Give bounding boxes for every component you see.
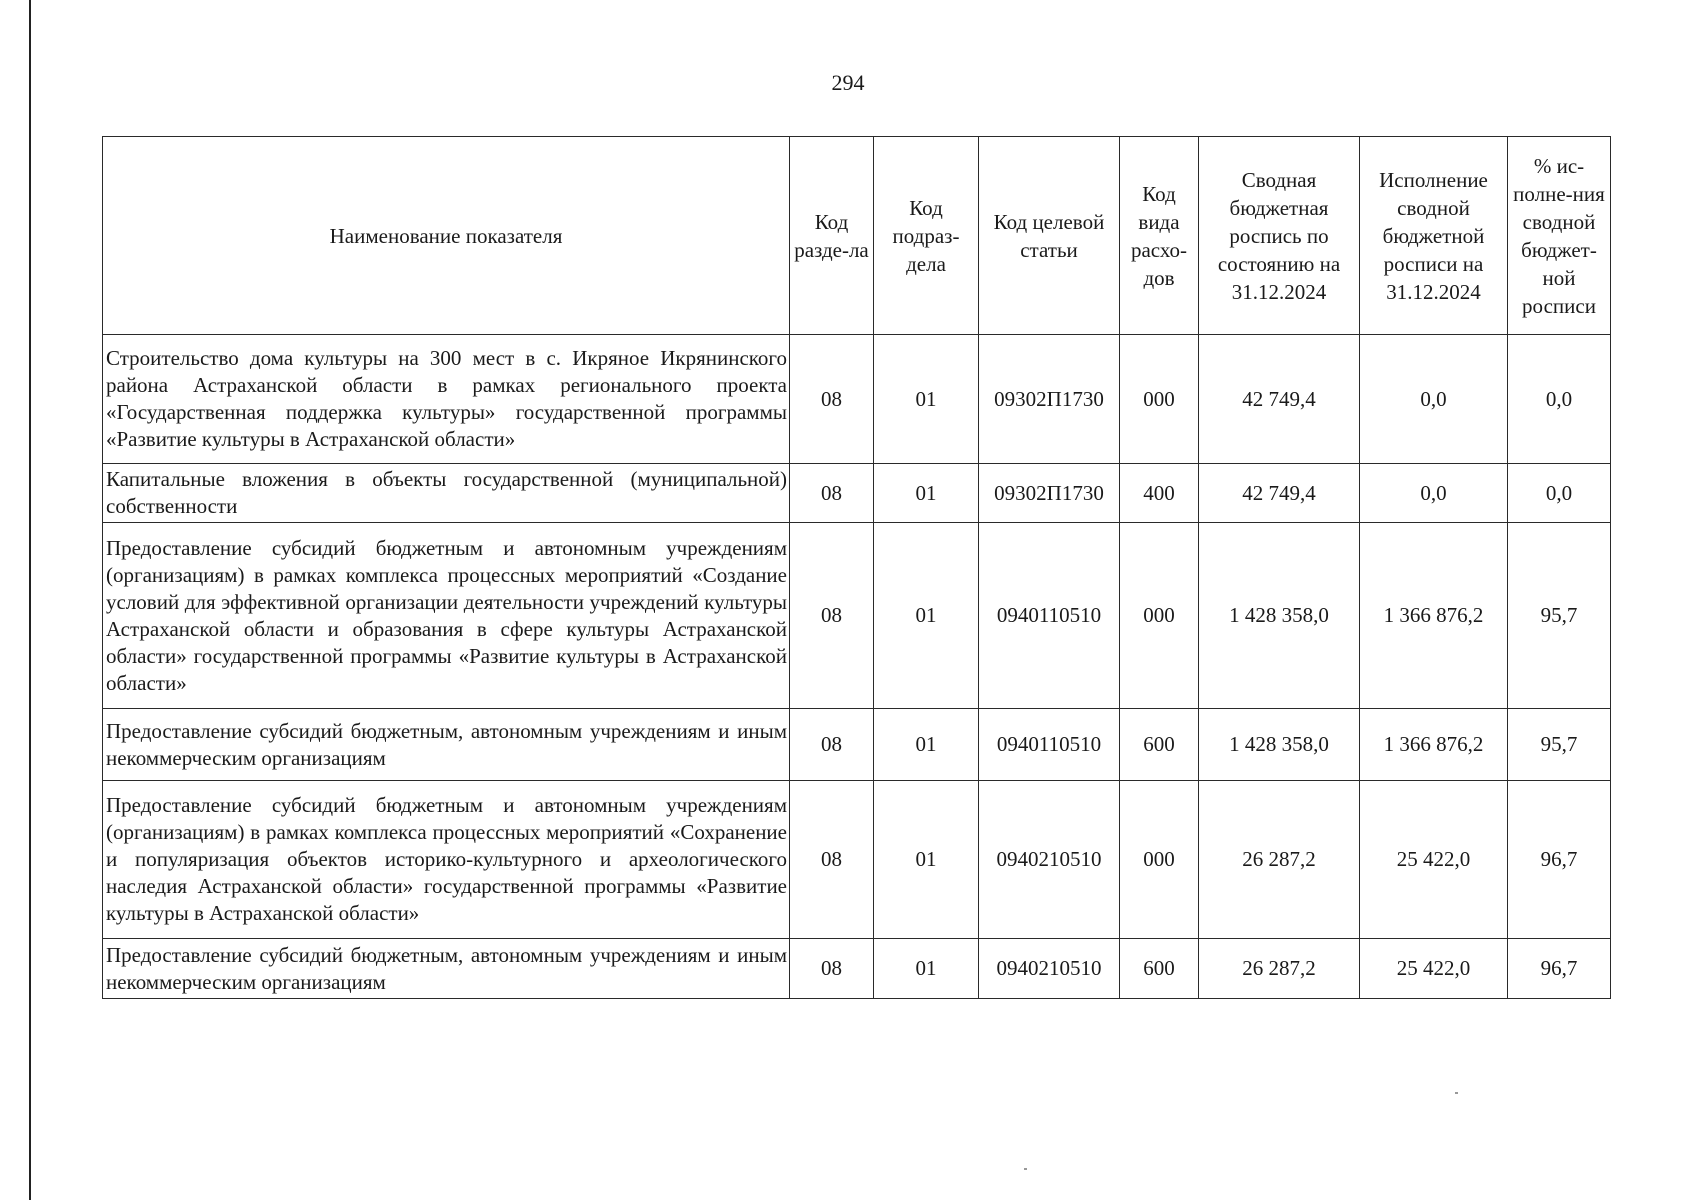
row-expense-type-code: 400 xyxy=(1120,464,1199,523)
row-execution-percent: 95,7 xyxy=(1508,709,1611,781)
row-budget-plan: 1 428 358,0 xyxy=(1199,523,1360,709)
row-subsection-code: 01 xyxy=(874,523,979,709)
row-budget-plan: 1 428 358,0 xyxy=(1199,709,1360,781)
row-budget-execution: 25 422,0 xyxy=(1360,781,1508,939)
row-budget-execution: 0,0 xyxy=(1360,464,1508,523)
row-target-code: 0940110510 xyxy=(979,523,1120,709)
row-section-code: 08 xyxy=(790,335,874,464)
binding-line xyxy=(29,0,31,1200)
row-expense-type-code: 000 xyxy=(1120,335,1199,464)
row-target-code: 0940210510 xyxy=(979,781,1120,939)
table-row xyxy=(103,781,1611,939)
header-budget-execution: Исполнение сводной бюджетной росписи на 31.12.2024 xyxy=(1360,137,1508,335)
row-execution-percent: 0,0 xyxy=(1508,335,1611,464)
row-budget-plan: 42 749,4 xyxy=(1199,335,1360,464)
row-section-code: 08 xyxy=(790,709,874,781)
row-expense-type-code: 600 xyxy=(1120,939,1199,999)
row-budget-plan: 42 749,4 xyxy=(1199,464,1360,523)
row-subsection-code: 01 xyxy=(874,781,979,939)
table-row xyxy=(103,464,1611,523)
header-execution-percent: % ис-полне-ния сводной бюджет-ной росписи xyxy=(1508,137,1611,335)
row-subsection-code: 01 xyxy=(874,335,979,464)
row-expense-type-code: 600 xyxy=(1120,709,1199,781)
header-budget-plan: Сводная бюджетная роспись по состоянию на 31.12.2024 xyxy=(1199,137,1360,335)
row-budget-execution: 25 422,0 xyxy=(1360,939,1508,999)
row-budget-execution: 0,0 xyxy=(1360,335,1508,464)
row-section-code: 08 xyxy=(790,939,874,999)
header-name: Наименование показателя xyxy=(103,137,790,335)
table-row xyxy=(103,523,1611,709)
table-row xyxy=(103,335,1611,464)
row-budget-execution: 1 366 876,2 xyxy=(1360,523,1508,709)
budget-table xyxy=(102,136,1611,999)
row-target-code: 0940110510 xyxy=(979,709,1120,781)
row-execution-percent: 96,7 xyxy=(1508,781,1611,939)
row-subsection-code: 01 xyxy=(874,709,979,781)
row-section-code: 08 xyxy=(790,781,874,939)
row-execution-percent: 96,7 xyxy=(1508,939,1611,999)
scan-speck xyxy=(1455,1092,1458,1094)
page-number: 294 xyxy=(831,70,865,95)
header-section-code: Код разде-ла xyxy=(790,137,874,335)
row-budget-execution: 1 366 876,2 xyxy=(1360,709,1508,781)
row-budget-plan: 26 287,2 xyxy=(1199,781,1360,939)
row-name: Предоставление субсидий бюджетным и автономным учреждениям (организациям) в рамках комплекса процессных мероприятий «Сохранение и популяризация объектов историко-культурного и археологического наследия Астраханской области» государственной программы «Развитие культуры в Астраханской области» xyxy=(103,781,790,939)
row-target-code: 09302П1730 xyxy=(979,335,1120,464)
row-name: Предоставление субсидий бюджетным и автономным учреждениям (организациям) в рамках комплекса процессных мероприятий «Создание условий для эффективной организации деятельности учреждений культуры Астраханской области и образования в сфере культуры Астраханской области» государственной программы «Развитие культуры в Астраханской области» xyxy=(103,523,790,709)
header-subsection-code: Код подраз-дела xyxy=(874,137,979,335)
header-expense-type-code: Код вида расхо-дов xyxy=(1120,137,1199,335)
header-target-code: Код целевой статьи xyxy=(979,137,1120,335)
row-subsection-code: 01 xyxy=(874,464,979,523)
row-name: Капитальные вложения в объекты государственной (муниципальной) собственности xyxy=(103,464,790,523)
row-execution-percent: 95,7 xyxy=(1508,523,1611,709)
table-row xyxy=(103,939,1611,999)
row-target-code: 0940210510 xyxy=(979,939,1120,999)
row-expense-type-code: 000 xyxy=(1120,781,1199,939)
table-row xyxy=(103,709,1611,781)
row-name: Предоставление субсидий бюджетным, автономным учреждениям и иным некоммерческим организациям xyxy=(103,939,790,999)
row-section-code: 08 xyxy=(790,523,874,709)
scan-speck xyxy=(1024,1168,1027,1170)
row-target-code: 09302П1730 xyxy=(979,464,1120,523)
row-name: Предоставление субсидий бюджетным, автономным учреждениям и иным некоммерческим организациям xyxy=(103,709,790,781)
row-expense-type-code: 000 xyxy=(1120,523,1199,709)
row-name: Строительство дома культуры на 300 мест в с. Икряное Икрянинского района Астраханской области в рамках регионального проекта «Государственная поддержка культуры» государственной программы «Развитие культуры в Астраханской области» xyxy=(103,335,790,464)
row-section-code: 08 xyxy=(790,464,874,523)
row-subsection-code: 01 xyxy=(874,939,979,999)
row-execution-percent: 0,0 xyxy=(1508,464,1611,523)
row-budget-plan: 26 287,2 xyxy=(1199,939,1360,999)
table-header-row xyxy=(103,137,1611,335)
